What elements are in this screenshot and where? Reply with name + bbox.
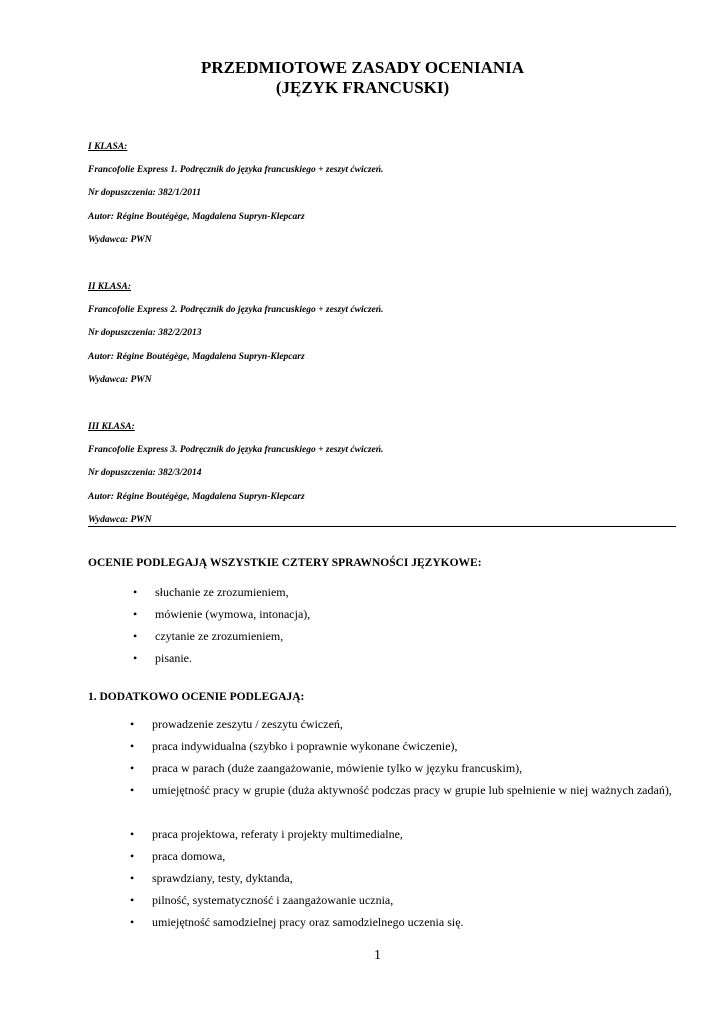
title-line-1: PRZEDMIOTOWE ZASADY OCENIANIA xyxy=(200,58,525,77)
list-item xyxy=(130,890,676,911)
list-item-text: prowadzenie zeszytu / zeszytu ćwiczeń, xyxy=(152,717,343,731)
list-item-text: pilność, systematyczność i zaangażowanie ucznia, xyxy=(152,893,394,907)
bullet-icon: • xyxy=(130,849,135,863)
class-approval-number: Nr dopuszczenia: 382/2/2013 xyxy=(88,328,202,338)
bullet-icon: • xyxy=(133,629,138,643)
list-item xyxy=(130,824,676,845)
document-title xyxy=(0,58,725,98)
class-heading: II KLASA: xyxy=(88,282,132,292)
list-item-text: czytanie ze zrozumieniem, xyxy=(155,629,284,643)
list-item-text: praca projektowa, referaty i projekty multimedialne, xyxy=(152,827,403,841)
bullet-icon: • xyxy=(130,915,135,929)
list-item-text: praca w parach (duże zaangażowanie, mówienie tylko w języku francuskim), xyxy=(152,761,523,775)
list-item xyxy=(133,629,283,643)
class-publisher: Wydawca: PWN xyxy=(88,235,152,245)
list-item-text: umiejętność samodzielnej pracy oraz samodzielnego uczenia się. xyxy=(152,915,464,929)
list-item-text: sprawdziany, testy, dyktanda, xyxy=(152,871,293,885)
list-item xyxy=(130,714,676,735)
class-author: Autor: Régine Boutégège, Magdalena Supryn-Klepcarz xyxy=(88,352,305,362)
class-book: Francofolie Express 2. Podręcznik do języka francuskiego + zeszyt ćwiczeń. xyxy=(88,305,384,315)
class-heading: III KLASA: xyxy=(88,422,135,432)
class-author: Autor: Régine Boutégège, Magdalena Supryn-Klepcarz xyxy=(88,492,305,502)
class-publisher: Wydawca: PWN xyxy=(88,375,152,385)
list-item-text: praca domowa, xyxy=(152,849,226,863)
list-item xyxy=(130,780,676,801)
horizontal-divider xyxy=(88,526,676,527)
class-publisher: Wydawca: PWN xyxy=(88,515,152,525)
bullet-icon: • xyxy=(130,717,135,731)
class-approval-number: Nr dopuszczenia: 382/1/2011 xyxy=(88,188,201,198)
list-item-text: mówienie (wymowa, intonacja), xyxy=(155,607,311,621)
class-book: Francofolie Express 3. Podręcznik do języka francuskiego + zeszyt ćwiczeń. xyxy=(88,445,384,455)
bullet-icon: • xyxy=(130,827,135,841)
class-author: Autor: Régine Boutégège, Magdalena Supryn-Klepcarz xyxy=(88,212,305,222)
bullet-icon: • xyxy=(133,651,138,665)
class-book: Francofolie Express 1. Podręcznik do języka francuskiego + zeszyt ćwiczeń. xyxy=(88,165,384,175)
bullet-icon: • xyxy=(133,607,138,621)
list-item xyxy=(130,758,676,779)
list-item xyxy=(133,607,310,621)
list-item xyxy=(133,585,289,599)
class-approval-number: Nr dopuszczenia: 382/3/2014 xyxy=(88,468,202,478)
bullet-icon: • xyxy=(130,761,135,775)
list-item xyxy=(133,651,192,665)
list-item-text: praca indywidualna (szybko i poprawnie wykonane ćwiczenie), xyxy=(152,739,458,753)
list-item-text: umiejętność pracy w grupie (duża aktywność podczas pracy w grupie lub spełnienie w niej ważnych zadań), xyxy=(152,783,672,797)
bullet-icon: • xyxy=(130,871,135,885)
list-item-text: pisanie. xyxy=(155,651,192,665)
title-line-2: (JĘZYK FRANCUSKI) xyxy=(275,78,450,97)
bullet-icon: • xyxy=(133,585,138,599)
list-item-text: słuchanie ze zrozumieniem, xyxy=(155,585,289,599)
bullet-icon: • xyxy=(130,783,135,797)
list-item xyxy=(130,868,676,889)
list-item xyxy=(130,846,676,867)
bullet-icon: • xyxy=(130,739,135,753)
bullet-icon: • xyxy=(130,893,135,907)
class-heading: I KLASA: xyxy=(88,142,128,152)
page-number: 1 xyxy=(374,948,381,963)
list-item xyxy=(130,736,676,757)
list-item xyxy=(130,912,676,933)
skills-section-title: OCENIE PODLEGAJĄ WSZYSTKIE CZTERY SPRAWNOŚCI JĘZYKOWE: xyxy=(88,557,482,569)
additional-section-title: 1. DODATKOWO OCENIE PODLEGAJĄ: xyxy=(88,691,305,703)
